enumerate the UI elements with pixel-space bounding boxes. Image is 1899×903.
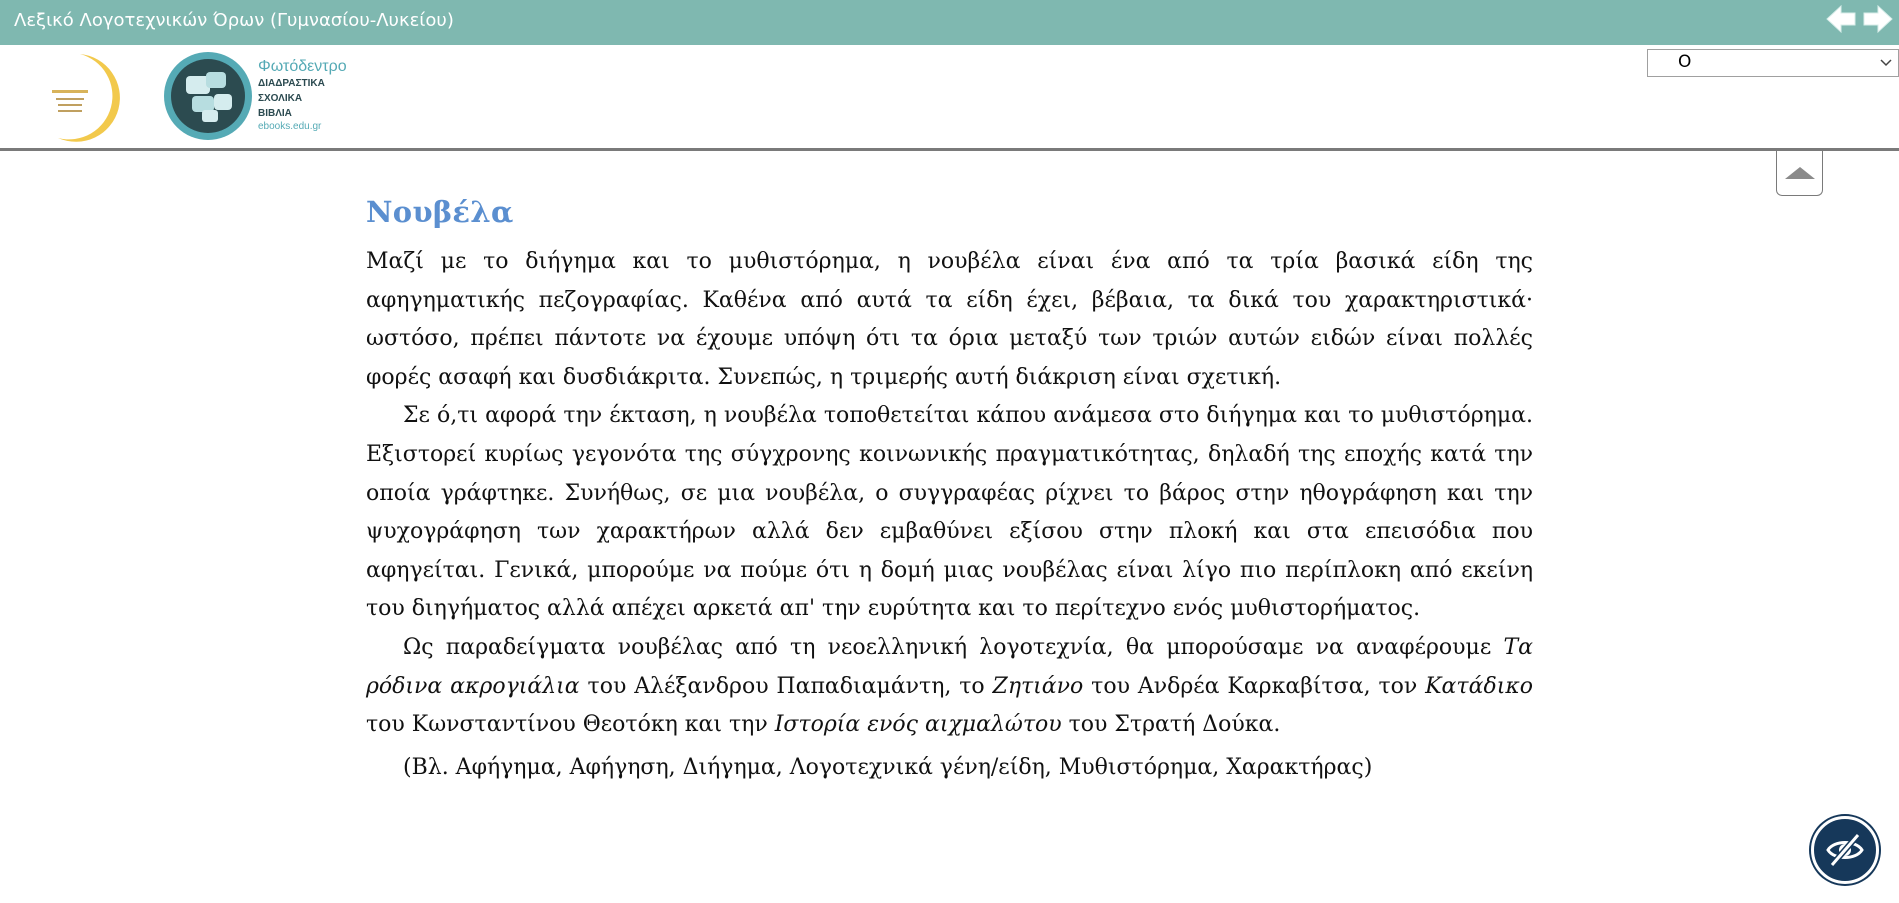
entry-title: Νουβέλα (366, 195, 514, 229)
fotodentro-line-2: ΣΧΟΛΙΚΑ (258, 93, 303, 104)
top-bar (0, 0, 1899, 45)
p3-author-3: του Κωνσταντίνου Θεοτόκη και την (366, 712, 775, 738)
work-title-2: Ζητιάνο (992, 673, 1084, 699)
letter-select[interactable] (1647, 49, 1899, 77)
ipe-logo-icon (38, 50, 123, 145)
eye-slash-icon (1824, 829, 1866, 871)
paragraph-2: Σε ό,τι αφορά την έκταση, η νουβέλα τοποθετείται κάπου ανάμεσα στο διήγημα και το μυθιστόρημα. Εξιστορεί κυρίως γεγονότα της σύγχρονης κοινωνικής πραγματικότητας, δηλαδή της εποχής κατά την οποία γράφτηκε. Συνήθως, σε μια νουβέλα, ο συγγραφέας ρίχνει το βάρος στην ηθογράφηση και την ψυχογράφηση των χαρακτήρων αλλά δεν εμβαθύνει εξίσου στην πλοκή και στα επεισόδια που αφηγείται. Γενικά, μπορούμε να πούμε ότι η δομή μιας νουβέλας είναι λίγο πιο περίπλοκη από εκείνη του διηγήματος αλλά απέχει αρκετά απ' την ευρύτητα και το περίτεχνο ενός μυθιστορήματος. (366, 403, 1533, 622)
header (0, 45, 1899, 151)
accessibility-button[interactable] (1811, 816, 1879, 884)
fotodentro-url: ebooks.edu.gr (258, 121, 322, 132)
fotodentro-line-1: ΔΙΑΔΡΑΣΤΙΚΑ (258, 78, 325, 89)
work-title-1: Τα ρόδινα ακρογιάλια (366, 634, 1533, 699)
fotodentro-logo[interactable] (162, 50, 352, 145)
p3-author-4: του Στρατή Δούκα. (1061, 712, 1281, 738)
letter-select-value: Ο (1678, 52, 1692, 72)
fotodentro-logo-icon (162, 50, 254, 142)
chevron-down-icon (1880, 58, 1892, 68)
fotodentro-text (258, 58, 347, 132)
p3-author-2: του Ανδρέα Καρκαβίτσα, τον (1083, 673, 1426, 699)
fotodentro-brand: Φωτόδεντρο (258, 58, 347, 75)
work-title-4: Ιστορία ενός αιχμαλώτου (774, 712, 1062, 738)
entry-content (366, 195, 1533, 787)
work-title-3: Κατάδικο (1425, 673, 1533, 699)
see-also: (Βλ. Αφήγημα, Αφήγηση, Διήγημα, Λογοτεχνικά γένη/είδη, Μυθιστόρημα, Χαρακτήρας) (403, 754, 1373, 780)
p3-author-1: του Αλέξανδρου Παπαδιαμάντη, το (579, 673, 993, 699)
fotodentro-line-3: ΒΙΒΛΙΑ (258, 108, 292, 119)
next-page-button[interactable] (1862, 4, 1894, 34)
paragraph-3 (366, 629, 1533, 745)
paragraph-1: Μαζί με το διήγημα και το μυθιστόρημα, η νουβέλα είναι ένα από τα τρία βασικά είδη της αφηγηματικής πεζογραφίας. Καθένα από αυτά τα είδη έχει, βέβαια, τα δικά του χαρακτηριστικά· ωστόσο, πρέπει πάντοτε να έχουμε υπόψη ότι τα όρια μεταξύ των τριών αυτών ειδών είναι πολλές φορές ασαφή και δυσδιάκριτα. Συνεπώς, η τριμερής αυτή διάκριση είναι σχετική. (366, 249, 1533, 390)
scroll-top-button[interactable] (1776, 151, 1823, 196)
arrow-right-icon (1862, 4, 1894, 34)
p3-intro: Ως παραδείγματα νουβέλας από τη νεοελληνική λογοτεχνία, θα μπορούσαμε να αναφέρουμε (403, 634, 1504, 660)
arrow-left-icon (1825, 4, 1857, 34)
triangle-up-icon (1785, 167, 1815, 179)
previous-page-button[interactable] (1825, 4, 1857, 34)
ipe-logo[interactable] (38, 50, 123, 145)
window-title: Λεξικό Λογοτεχνικών Όρων (Γυμνασίου-Λυκείου) (14, 10, 454, 31)
